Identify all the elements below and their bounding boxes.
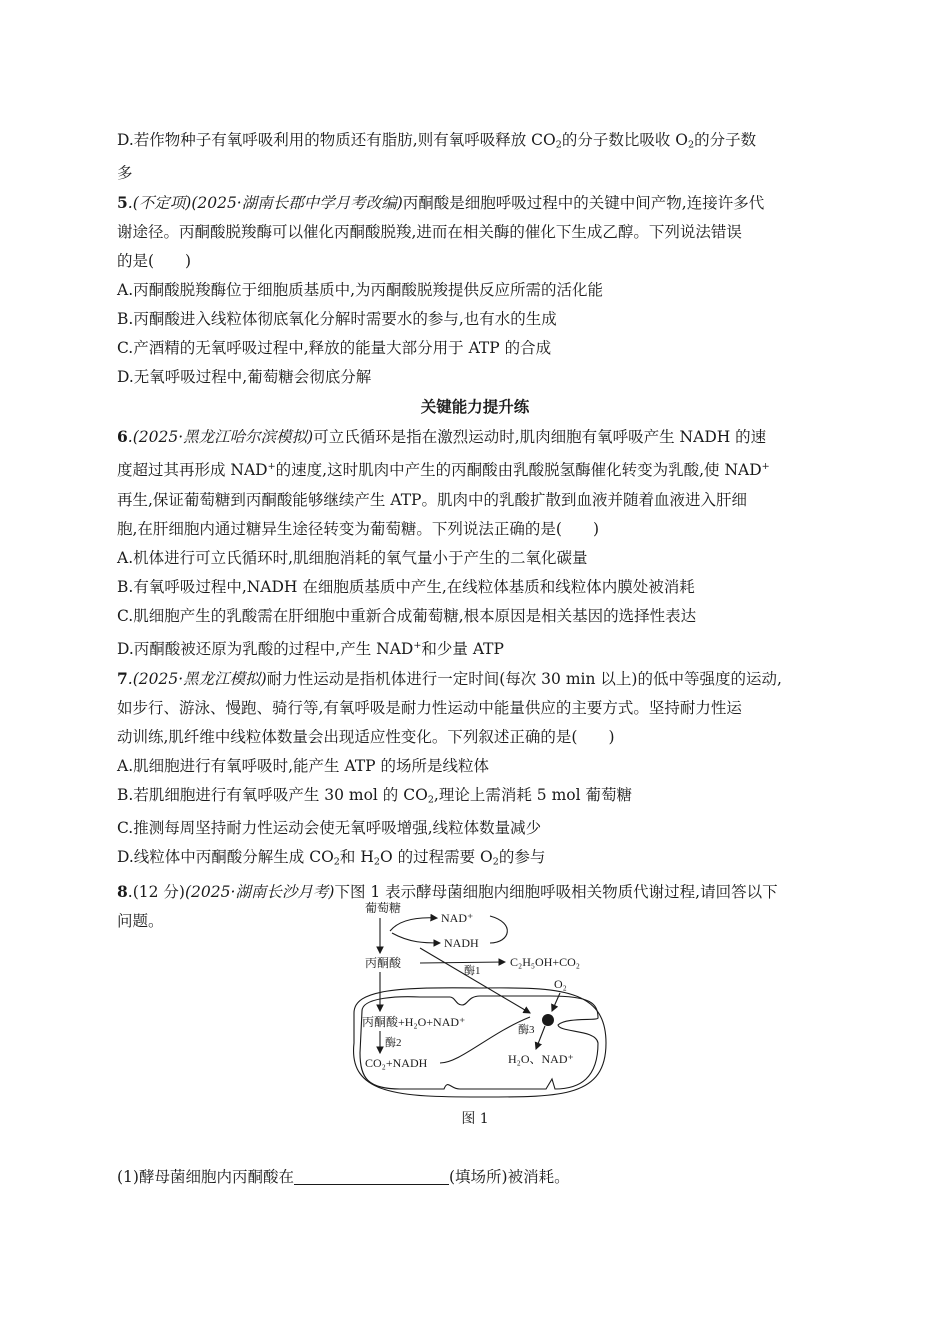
q6-stem: 6.(2025·黑龙江哈尔滨模拟)可立氏循环是指在激烈运动时,肌肉细胞有氧呼吸产生 NADH 的速 [117,427,767,447]
q7-option-d: D.线粒体中丙酮酸分解生成 $CO_2$和 $H_2O$ 的过程需要 $O_2$的参与 [117,848,546,868]
q5-option-c: C.产酒精的无氧呼吸过程中,释放的能量大部分用于 ATP 的合成 [117,339,552,358]
q5-option-b: B.丙酮酸进入线粒体彻底氧化分解时需要水的参与,也有水的生成 [117,310,557,329]
page-content [117,126,833,936]
q7-stem: 7.(2025·黑龙江模拟)耐力性运动是指机体进行一定时间(每次 30 min 以上)的低中等强度的运动, [117,668,782,688]
q7-option-c: C.推测每周坚持耐力性运动会使无氧呼吸增强,线粒体数量减少 [117,819,542,838]
figure-caption: 图 1 [461,1111,489,1127]
glucose-label: 葡萄糖 [365,901,402,915]
respiration-diagram [340,893,615,1103]
q7-stem-3: 动训练,肌纤维中线粒体数量会出现适应性变化。下列叙述正确的是( ) [117,727,615,746]
enzyme3-label: 酶3 [518,1024,535,1036]
answer-blank[interactable] [294,1168,449,1185]
q7-option-a: A.肌细胞进行有氧呼吸时,能产生 ATP 的场所是线粒体 [117,756,490,775]
q7-option-b: B.若肌细胞进行有氧呼吸产生 30 mol 的 $CO_2$,理论上需消耗 5 mol 葡萄糖 [117,785,632,806]
q5-stem: 5.(不定项)(2025·湖南长郡中学月考改编)丙酮酸是细胞呼吸过程中的关键中间产物,连接许多代 [117,193,765,213]
q6-stem-2: 度超过其再形成 NAD+的速度,这时肌肉中产生的丙酮酸由乳酸脱氢酶催化转变为乳酸,使 NAD+ [117,461,770,480]
q6-option-a: A.机体进行可立氏循环时,肌细胞消耗的氧气量小于产生的二氧化碳量 [117,548,588,567]
q6-stem-3: 再生,保证葡萄糖到丙酮酸能够继续产生 ATP。肌肉中的乳酸扩散到血液并随着血液进入肝细 [117,490,747,509]
o2-label: O₂ [554,977,567,991]
enzyme2-label: 酶2 [385,1037,402,1049]
matrix-products-label: CO₂+NADH [365,1056,428,1070]
q6-option-d: D.丙酮酸被还原为乳酸的过程中,产生 NAD+和少量 ATP [117,639,504,658]
q4-option-d: D.若作物种子有氧呼吸利用的物质还有脂肪,则有氧呼吸释放 $CO_2$的分子数比吸收 $O_2$的分子数 [117,131,757,151]
section-heading: 关键能力提升练 [420,397,530,417]
nad-plus-label: NAD⁺ [441,911,474,925]
matrix-reactants-label: 丙酮酸+H₂O+NAD⁺ [362,1015,466,1029]
q8-stem: 8.(12 分)(2025·湖南长沙月考)下图 1 表示酵母菌细胞内细胞呼吸相关物质代谢过程,请回答以下 [117,881,778,901]
enzyme3-complex [542,1014,554,1026]
q8-stem-2: 问题。 [117,911,164,930]
q5-option-d: D.无氧呼吸过程中,葡萄糖会彻底分解 [117,368,372,387]
q7-stem-2: 如步行、游泳、慢跑、骑行等,有氧呼吸是耐力性运动中能量供应的主要方式。坚持耐力性运 [117,698,742,717]
q6-option-b: B.有氧呼吸过程中,NADH 在细胞质基质中产生,在线粒体基质和线粒体内膜处被消耗 [117,577,695,596]
q8-subquestion-1: (1)酵母菌细胞内丙酮酸在 (填场所)被消耗。 [117,1168,570,1186]
q5-option-a: A.丙酮酸脱羧酶位于细胞质基质中,为丙酮酸脱羧提供反应所需的活化能 [117,281,604,300]
q5-stem-2: 谢途径。丙酮酸脱羧酶可以催化丙酮酸脱羧,进而在相关酶的催化下生成乙醇。下列说法错误 [117,223,742,242]
membrane-products-label: H₂O、NAD⁺ [508,1052,574,1066]
nadh-label: NADH [444,936,479,950]
q6-option-c: C.肌细胞产生的乳酸需在肝细胞中重新合成葡萄糖,根本原因是相关基因的选择性表达 [117,606,697,625]
ethanol-products-label: C₂H₅OH+CO₂ [510,955,580,969]
enzyme1-label: 酶1 [464,965,481,977]
q6-stem-4: 胞,在肝细胞内通过糖异生途径转变为葡萄糖。下列说法正确的是( ) [117,519,600,538]
q4-option-d-cont: 多 [117,164,133,183]
pyruvate-label: 丙酮酸 [365,956,402,970]
q5-stem-3: 的是( ) [117,252,192,271]
